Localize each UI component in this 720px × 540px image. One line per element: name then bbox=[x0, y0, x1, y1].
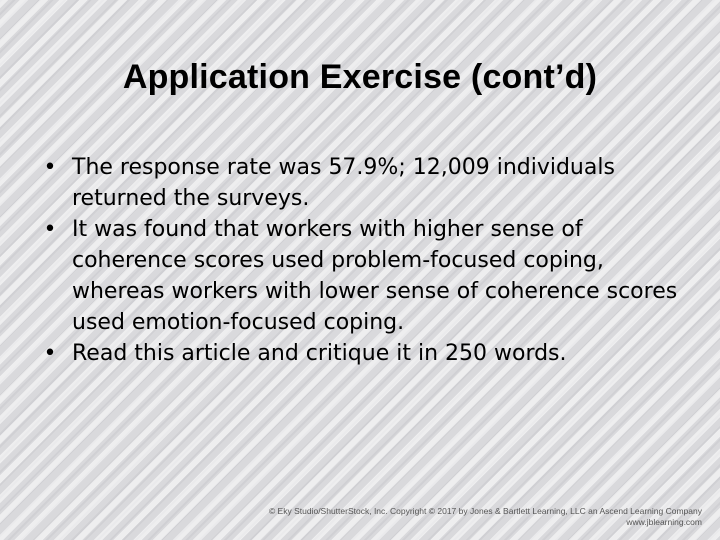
bullet-item-assignment bbox=[40, 338, 680, 369]
bullet-text: The response rate was 57.9%; 12,009 individuals returned the surveys. bbox=[72, 155, 615, 211]
bullet-item-findings bbox=[40, 214, 680, 338]
bullet-text: Read this article and critique it in 250 words. bbox=[72, 341, 567, 366]
bullet-item-response-rate bbox=[40, 152, 680, 214]
bullet-dot-icon: • bbox=[43, 217, 57, 242]
copyright-line: © Eky Studio/ShutterStock, Inc. Copyright © 2017 by Jones & Bartlett Learning, LLC an Ascend Learning Company bbox=[268, 506, 702, 516]
bullet-list bbox=[40, 152, 680, 369]
publisher-website: www.jblearning.com bbox=[626, 517, 702, 527]
copyright-notice bbox=[269, 506, 702, 528]
bullet-dot-icon: • bbox=[43, 341, 57, 366]
slide-title: Application Exercise (cont’d) bbox=[122, 58, 598, 96]
bullet-dot-icon: • bbox=[43, 155, 57, 180]
bullet-text: It was found that workers with higher sense of coherence scores used problem-focused coping, whereas workers with lower sense of coherence scores used emotion-focused coping. bbox=[72, 217, 678, 335]
